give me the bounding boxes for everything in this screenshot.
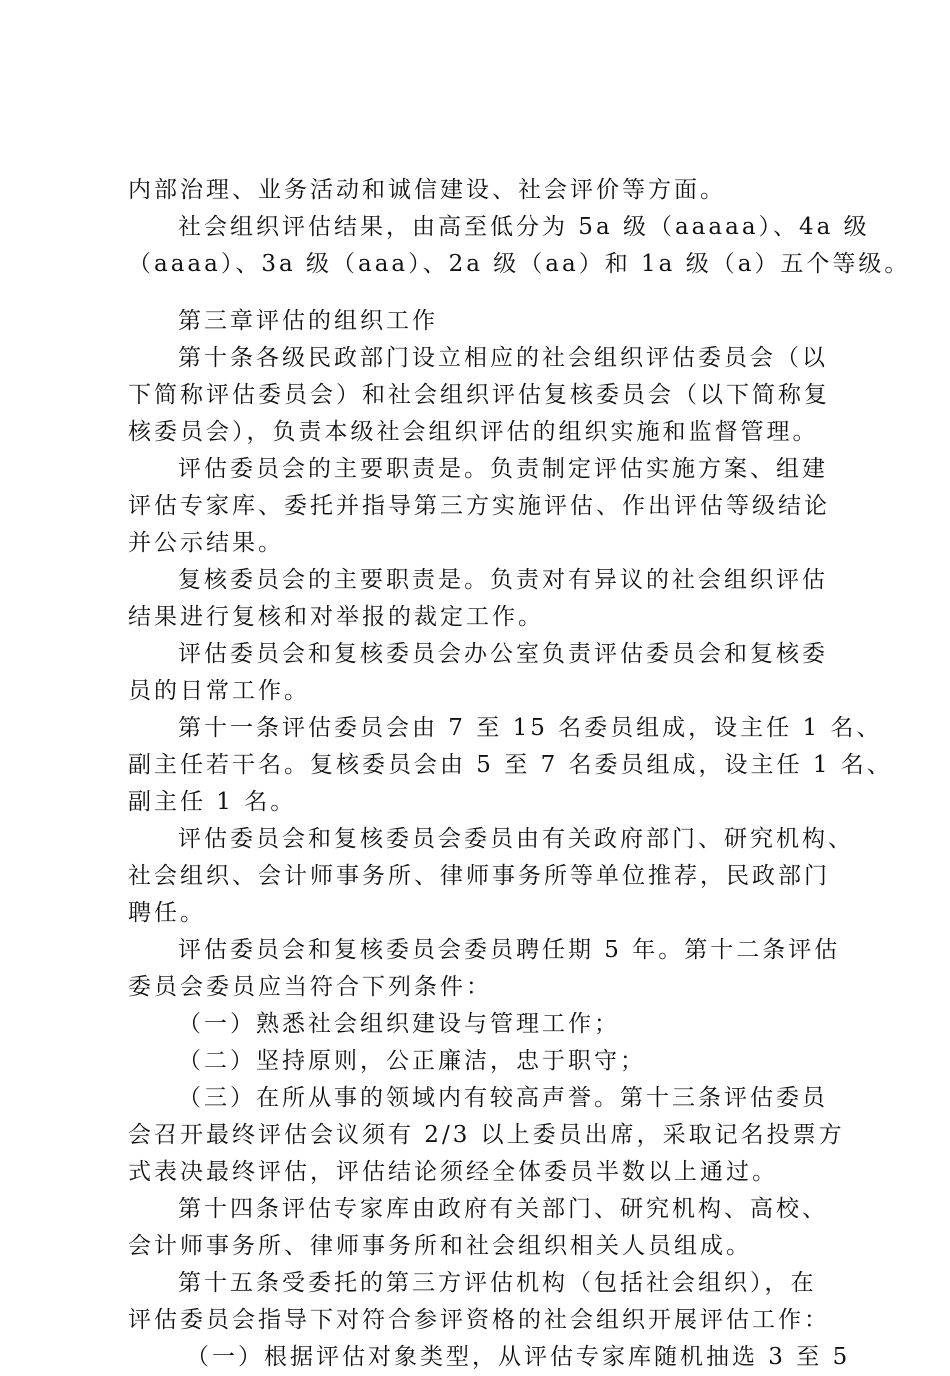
- text-line: 第十五条受委托的第三方评估机构（包括社会组织），在: [178, 1270, 817, 1296]
- text-line: 员的日常工作。: [128, 678, 310, 704]
- text-line: 第十条各级民政部门设立相应的社会组织评估委员会（以: [178, 345, 828, 371]
- text-line: 评估委员会指导下对符合参评资格的社会组织开展评估工作：: [128, 1307, 830, 1333]
- text-line: 下简称评估委员会）和社会组织评估复核委员会（以下简称复: [128, 382, 830, 408]
- text-line: 评估委员会的主要职责是。负责制定评估实施方案、组建: [178, 456, 828, 482]
- text-line: 社会组织、会计师事务所、律师事务所等单位推荐，民政部门: [128, 863, 830, 889]
- text-line: 核委员会），负责本级社会组织评估的组织实施和监督管理。: [128, 419, 819, 445]
- text-line: 社会组织评估结果，由高至低分为 5a 级（aaaaa）、4a 级: [178, 214, 870, 240]
- text-line: 第十四条评估专家库由政府有关部门、研究机构、高校、: [178, 1196, 828, 1222]
- text-line: 评估委员会和复核委员会委员由有关政府部门、研究机构、: [178, 826, 854, 852]
- text-line: 评估委员会和复核委员会办公室负责评估委员会和复核委: [178, 641, 828, 667]
- list-item: （二）坚持原则，公正廉洁，忠于职守；: [178, 1048, 646, 1074]
- document-body: [128, 172, 911, 1376]
- paragraph-gap: [128, 283, 848, 303]
- text-line: 会召开最终评估会议须有 2/3 以上委员出席，采取记名投票方: [128, 1122, 845, 1148]
- text-line: （aaaa）、3a 级（aaa）、2a 级（aa）和 1a 级（a）五个等级。: [128, 251, 911, 277]
- text-line: 聘任。: [128, 900, 206, 926]
- text-line: 内部治理、业务活动和诚信建设、社会评价等方面。: [128, 177, 726, 203]
- text-line: 副主任 1 名。: [128, 789, 297, 815]
- list-item: （三）在所从事的领域内有较高声誉。第十三条评估委员: [178, 1085, 828, 1111]
- list-item: （一）熟悉社会组织建设与管理工作；: [178, 1011, 620, 1037]
- text-line: 副主任若干名。复核委员会由 5 至 7 名委员组成，设主任 1 名、: [128, 752, 893, 778]
- chapter-heading: 第三章评估的组织工作: [178, 308, 438, 334]
- text-line: 第十一条评估委员会由 7 至 15 名委员组成，设主任 1 名、: [178, 715, 883, 741]
- text-line: 评估专家库、委托并指导第三方实施评估、作出评估等级结论: [128, 493, 830, 519]
- text-line: 评估委员会和复核委员会委员聘任期 5 年。第十二条评估: [178, 937, 841, 963]
- text-line: 复核委员会的主要职责是。负责对有异议的社会组织评估: [178, 567, 828, 593]
- text-line: 式表决最终评估，评估结论须经全体委员半数以上通过。: [128, 1159, 778, 1185]
- text-line: 委员会委员应当符合下列条件：: [128, 974, 492, 1000]
- text-line: 会计师事务所、律师事务所和社会组织相关人员组成。: [128, 1233, 752, 1259]
- list-item: （一）根据评估对象类型，从评估专家库随机抽选 3 至 5: [186, 1344, 851, 1370]
- text-line: 结果进行复核和对举报的裁定工作。: [128, 604, 544, 630]
- text-line: 并公示结果。: [128, 530, 284, 556]
